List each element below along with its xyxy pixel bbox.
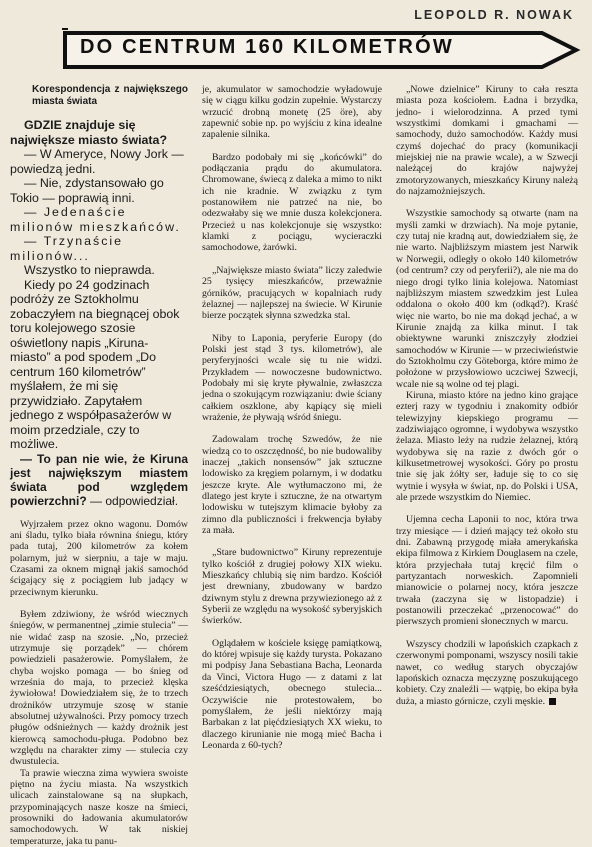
column-3 — [396, 84, 578, 796]
body-paragraph: Oglądałem w kościele księgę pamiątkową, do której wpisuje się każdy turysta. Pokazano mi podpisy Jana Sebastiana Bacha, Leonarda da Vinci, Victora Hugo — z datami z lat sześćdziesiątych, obecnego stulecia... Oczywiście nie protestowałem, bo pomyślałem, że jeśli niektórzy mają Barbakan z lat pięćdziesiątych XX wieku, to dlaczego kirunianie nie mogą mieć Bacha i Leonarda z 60-tych? — [202, 637, 382, 751]
body-paragraph: Wyjrzałem przez okno wagonu. Domów ani śladu, tylko biała równina śniegu, który pada tutaj, 200 kilometrów za kołem polarnym, już w sierpniu, a taje w maju. Czasami za oknem mignął jakiś samochód ścigający się z pociągiem lub jadący w przeciwnym kierunku. — [10, 518, 188, 598]
body-paragraph: Ujemna cecha Laponii to noc, która trwa trzy miesiące — i dzień mający też około stu dni. Zabawną przygodę miała amerykańska ekipa filmowa z Kirkiem Douglasem na czele, która przyjechała tutaj kręcić film o partyzantach norweskich. Zapomnieli mianowicie o polarnej nocy, która jeszcze trwała (zaczyna się w listopadzie) i postanowili przeczekać „przenocować” do pierwszych promieni słonecznych w marcu. — [396, 514, 578, 628]
final-paragraph-text: Wszyscy chodzili w lapońskich czapkach z czerwonymi pomponami, wszyscy nosili takie nawet, co według starych obyczajów lapońskich oznacza męczyznę poszukującego kobiety. Czy znaleźli — wątpię, bo ekipa była duża, a miasto górnicze, czyli męskie. — [396, 638, 578, 707]
author-byline: LEOPOLD R. NOWAK — [414, 8, 574, 22]
bold-question — [10, 452, 188, 508]
column-1 — [10, 80, 188, 847]
lead-question: GDZIE znajduje się największe miasto świata? — [10, 118, 168, 147]
bold-question-tail: — odpowiedział. — [86, 493, 179, 508]
body-paragraph: „Nowe dzielnice” Kiruny to cała reszta miasta poza kościołem. Ładna i brzydka, jedno- i wielorodzinna. A przed tymi wszystkimi domkami i gmachami — samochody, dużo samochodów. Każdy musi czymś dojechać do pracy (komunikacji miejskiej nie na prawie wcale), a w Szwecji należącej do krajów najwyżej zmotoryzowanych, mieszkańcy Kiruny należą do najzamożniejszych. — [396, 84, 578, 198]
article-kicker: Korespondencja z największego miasta świata — [32, 84, 188, 107]
lead-line: — Nie, zdystansowało go Tokio — poprawią inni. — [10, 176, 164, 205]
body-paragraph: „Największe miasto świata” liczy zaledwie 25 tysięcy mieszkańców, przeważnie górników, pracujących w kopalniach rudy żelaznej — najlepszej na świecie. W Kirunie bierze początek słynna szwedzka stal. — [202, 264, 382, 322]
body-paragraph: Zadowalam trochę Szwedów, że nie wiedzą co to oszczędność, bo nie budowaliby inaczej „takich nonsensów” jak sztuczne lodowisko za kręgiem polarnym, i w dodatku jeszcze kryte. Ale wytłumaczono mi, że dlatego jest kryte i sztuczne, że na otwartym lodowisku w tutejszym klimacie byłoby za zimno dla publiczności i frekwencja byłaby za mała. — [202, 434, 382, 537]
lead-paragraph: Kiedy po 24 godzinach podróży ze Sztokholmu zobaczyłem na biegnącej obok toru kolejowego szosie oświetlony napis „Kiruna-miasto” a pod spodem „Do centrum 160 kilometrów” myślałem, że mi się przywidziało. Zapytałem jednego z współpasażerów w moim przedziale, czy to możliwe. — [10, 277, 180, 451]
body-paragraph: je, akumulator w samochodzie wyładowuje się w ciągu kilku godzin zupełnie. Wystarczy wrzucić drobną monetę (25 öre), aby zapewnić sobie np. po wyjściu z kina idealne zapalenie silnika. — [202, 84, 382, 141]
body-paragraph: „Stare budownictwo” Kiruny reprezentuje tylko kościół z drugiej połowy XIX wieku. Mieszkańcy chlubią się nim bardzo. Kościół jest drewniany, zbudowany w bardzo dziwnym stylu z drewna przywiezionego aż z Syberii ze względu na wysokość syberyjskich świerków. — [202, 547, 382, 627]
body-paragraph: Wszystkie samochody są otwarte (nam na myśli zamki w drzwiach). Na moje pytanie, czy tutaj nie kradną aut, dowiedziałem się, że nie warto. Najbliższym miastem jest Narwik w Norwegii, odległy o około 140 kilometrów (od centrum? czy od peryferii?), ale nie ma do niego drogi tylko linia kolejowa. Natomiast najbliższym miastem szwedzkim jest Lulea oddalona o około 400 km (odkąd?). Kraść więc nie warto, bo nie ma dokąd jechać, a w Kirunie znajdą za kilka minut. I tak obiektywne warunki zniszczyły złodziei samochodów w Kirunie — w przeciwieństwie do Sztokholmu czy Göteborga, które mimo że położone w przysłowiowo uczciwej Szwecji, wcale nie są wolne od tej plagi. — [396, 208, 578, 390]
body-paragraph: Byłem zdziwiony, że wśród wiecznych śniegów, w permanentnej „zimie stulecia” — nie widać zasp na szosie. „No, przecież utrzymuje się porządek” — chórem powiedzieli pasażerowie. Pomyślałem, że chyba wojsko pomaga — bo śnieg od września do maja, to przecież klęska żywiołowa! Dowiedziałem się, że to trzech drożników utrzymuje szosę w stanie absolutnej używalności. Przy pomocy trzech pługów odśnieżnych — każdy drożnik jest kierowcą samochodu-pługa. Podobno bez względu na charakter zimy — stulecia czy dwustulecia. — [10, 608, 188, 768]
article-title: DO CENTRUM 160 KILOMETRÓW — [80, 36, 454, 58]
bold-question-text: — To pan nie wie, że Kiruna jest największym miastem świata pod względem powierzchni? — [10, 451, 188, 508]
body-paragraph: Kiruna, miasto które na jedno kino grające ezterj razy w tygodniu i znakomity odbiór telewizyjny kiepskiego programu — zadziwiająco ogromne, i wydobywa wszystko żelaza. Miasto leży na rudzie żelaznej, którą wydobywa się na razie z dwóch gór o kilkusetmetrowej wysokości. Góry po prostu tnie się jak żółty ser, ładuje się to co się wytnie i wysyła w świat, np. do Polski i USA, ale przede wszystkim do Niemiec. — [396, 389, 578, 504]
body-paragraph: Niby to Laponia, peryferie Europy (do Polski jest stąd 3 tys. kilometrów), ale peryferyjności wcale się tu nie widzi. Przykładem — nowoczesne budownictwo. Podobały mi się kryte pływalnie, zwłaszcza jedna o szokującym rozwiązaniu: dwie ściany całkiem oszklone, aby kąpiący się mieli wrażenie, że pływają wśród śniegu. — [202, 332, 382, 423]
column-2 — [202, 84, 382, 796]
lead-section — [10, 118, 188, 452]
end-mark-icon — [549, 698, 556, 705]
lead-line: Wszystko to nieprawda. — [24, 263, 155, 277]
lead-line: — Trzynaście milionów... — [10, 234, 124, 263]
body-paragraph — [396, 639, 578, 707]
lead-line: — Jedenaście milionów mieszkańców. — [10, 205, 181, 234]
title-banner — [62, 27, 580, 73]
body-paragraph: Ta prawie wieczna zima wywiera swoiste piętno na życiu miasta. Na wszystkich ulicach zainstalowane są na słupkach, przypominających nasze kosze na śmieci, prosowniki do ładowania akumulatorów samochodowych. W tak niskiej temperaturze, jaka tu panu- — [10, 767, 188, 847]
body-paragraph: Bardzo podobały mi się „końcówki” do podłączania prądu do akumulatora. Chromowane, świecą z daleka a mimo to nikt ich nie kradnie. W związku z tym postanowiłem nie patrzeć na nie, bo odezwałaby się we mnie dusza kolekcjonera. Przecież u nas kolekcjonuje się wszystko: klamki z pociągu, wycieraczki samochodowe, żarówki. — [202, 151, 382, 254]
lead-line: — W Ameryce, Nowy Jork — powiedzą jedni. — [10, 147, 184, 176]
